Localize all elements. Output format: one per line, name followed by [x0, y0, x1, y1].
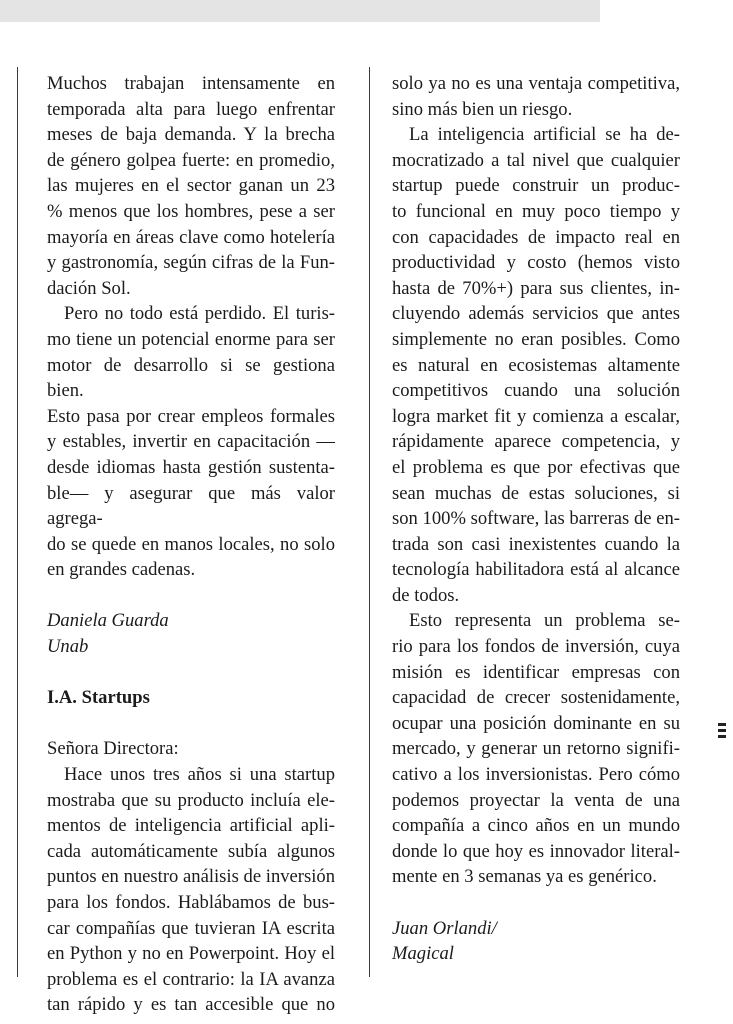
text-line: cluyendo además servicios que antes	[392, 303, 680, 325]
text-line: y gastronomía, según cifras de la Fun-	[47, 252, 335, 274]
text-line: mocratizado a tal nivel que cualquier	[392, 149, 680, 171]
text-line: sean muchas de estas soluciones, si	[392, 482, 680, 504]
letter1-paragraph-2	[47, 301, 335, 583]
right-column	[392, 71, 680, 967]
text-line: son 100% software, las barreras de en-	[392, 508, 680, 530]
salutation: Señora Directora:	[47, 738, 179, 760]
top-gray-band	[0, 0, 600, 22]
letter2-heading: I.A. Startups	[47, 687, 150, 709]
text-line: dación Sol.	[47, 277, 131, 299]
text-line: misión es identificar empresas con	[392, 661, 680, 683]
letter2-paragraph-2	[392, 122, 680, 608]
text-line: podemos proyectar la venta de una	[392, 789, 680, 811]
text-line: rápidamente aparece competencia, y	[392, 431, 680, 453]
text-line: mercado, y generar un retorno signifi-	[392, 738, 680, 760]
page-edge-marker	[718, 723, 726, 741]
letter2-paragraph-1-cont	[392, 71, 680, 122]
text-line: cada automáticamente subía algunos	[47, 840, 335, 862]
signature1-org: Unab	[47, 636, 89, 658]
text-line: do se quede en manos locales, no solo	[47, 533, 335, 555]
text-line: cativo a los inversionistas. Pero cómo	[392, 764, 680, 786]
signature1-name: Daniela Guarda	[47, 610, 169, 632]
text-line: % menos que los hombres, pese a ser	[47, 200, 335, 222]
text-line: de todos.	[392, 584, 460, 606]
text-line: to funcional en muy poco tiempo y	[392, 200, 680, 222]
spacer	[47, 711, 335, 737]
text-line: capacidad de crecer sostenidamente,	[392, 687, 680, 709]
text-line: mayoría en áreas clave como hotelería	[47, 226, 335, 248]
text-line: sino más bien un riesgo.	[392, 98, 573, 120]
text-line: el problema es que por efectivas que	[392, 456, 680, 478]
text-line: tecnología habilitadora está al alcance	[392, 559, 680, 581]
text-line: es natural en ecosistemas altamente	[392, 354, 680, 376]
text-line: logra market fit y comienza a escalar,	[392, 405, 680, 427]
text-line: y estables, invertir en capacitación —	[47, 431, 335, 453]
text-line: compañía a cinco años en un mundo	[392, 815, 680, 837]
letter1-paragraph-1	[47, 71, 335, 301]
text-line: ble— y asegurar que más valor agrega-	[47, 482, 335, 530]
text-line: Esto representa un problema se-	[409, 610, 680, 632]
signature2-name: Juan Orlandi/	[392, 917, 497, 939]
text-line: Esto pasa por crear empleos formales	[47, 405, 335, 427]
text-line: competitivos cuando una solución	[392, 380, 680, 402]
text-line: desde idiomas hasta gestión sustenta-	[47, 456, 335, 478]
text-line: meses de baja demanda. Y la brecha	[47, 124, 335, 146]
text-line: problema es el contrario: la IA avanza	[47, 968, 335, 990]
spacer	[47, 583, 335, 609]
spacer	[392, 890, 680, 916]
center-column-rule	[369, 67, 370, 977]
text-line: de género golpea fuerte: en promedio,	[47, 149, 335, 171]
text-line: en Python y no en Powerpoint. Hoy el	[47, 943, 335, 965]
text-line: puntos en nuestro análisis de inversión	[47, 866, 335, 888]
text-line: solo ya no es una ventaja competitiva,	[392, 73, 680, 94]
text-line: hasta de 70%+) para sus clientes, in-	[392, 277, 680, 299]
text-line: tan rápido y es tan accesible que no	[47, 994, 335, 1016]
text-line: mo tiene un potencial enorme para ser	[47, 328, 335, 350]
text-line: Muchos trabajan intensamente en	[47, 73, 335, 94]
text-line: ocupar una posición dominante en su	[392, 712, 680, 734]
text-line: en grandes cadenas.	[47, 559, 196, 581]
signature2-org: Magical	[392, 943, 454, 965]
text-line: las mujeres en el sector ganan un 23	[47, 175, 335, 197]
text-line: trada son casi inexistentes cuando la	[392, 533, 680, 555]
spacer	[47, 660, 335, 686]
left-column	[47, 71, 335, 1018]
text-line: mostraba que su producto incluía ele-	[47, 789, 335, 811]
text-line: con capacidades de impacto real en	[392, 226, 680, 248]
text-line: mentos de inteligencia artificial apli-	[47, 815, 335, 837]
text-line: Pero no todo está perdido. El turis-	[64, 303, 335, 325]
letter2-paragraph-3	[392, 608, 680, 890]
letter2-paragraph-1	[47, 762, 335, 1018]
text-line: motor de desarrollo si se gestiona bien.	[47, 354, 335, 402]
left-column-rule	[17, 67, 18, 977]
text-line: mente en 3 semanas ya es genérico.	[392, 866, 657, 888]
text-line: car compañías que tuvieran IA escrita	[47, 917, 335, 939]
text-line: startup puede construir un produc-	[392, 175, 680, 197]
text-line: temporada alta para luego enfrentar	[47, 98, 335, 120]
text-line: para los fondos. Hablábamos de bus-	[47, 892, 335, 913]
text-line: donde lo que hoy es innovador literal-	[392, 840, 680, 862]
text-line: productividad y costo (hemos visto	[392, 252, 680, 274]
text-line: rio para los fondos de inversión, cuya	[392, 636, 680, 658]
text-line: La inteligencia artificial se ha de-	[409, 124, 680, 146]
text-line: simplemente no eran posibles. Como	[392, 328, 680, 350]
text-line: Hace unos tres años si una startup	[64, 764, 335, 786]
